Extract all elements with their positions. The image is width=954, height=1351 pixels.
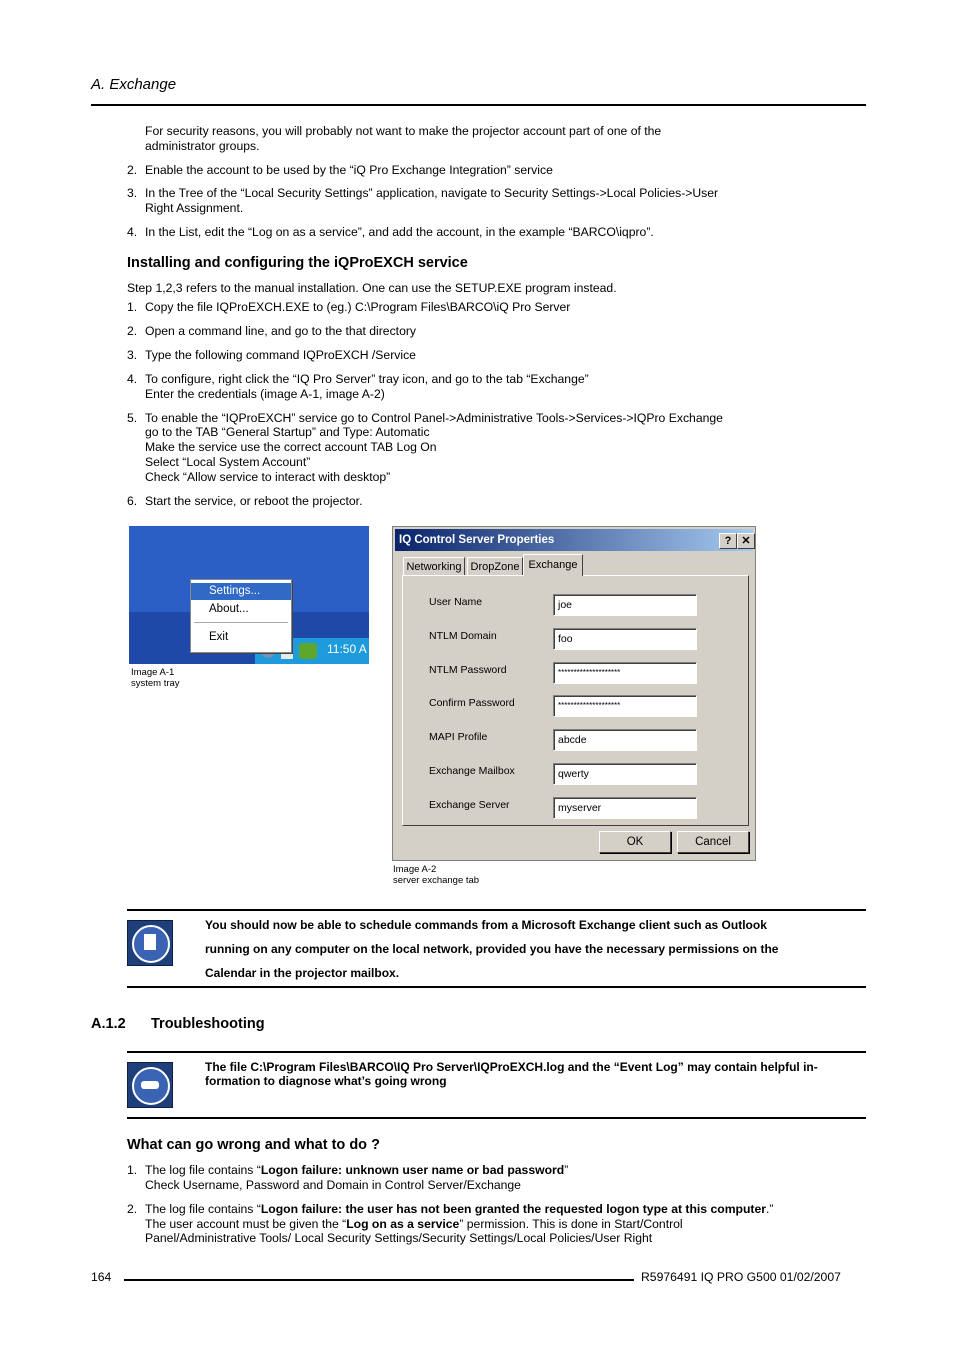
list-item: Start the service, or reboot the projector.	[145, 494, 363, 508]
intro-para-line: For security reasons, you will probably not want to make the projector account part of one of the	[145, 124, 662, 138]
list-item: Enter the credentials (image A-1, image A-2)	[145, 387, 385, 401]
tab-dropzone[interactable]: DropZone	[467, 557, 523, 576]
system-tray-screenshot	[129, 526, 369, 664]
list-item: To enable the “IQProEXCH” service go to Control Panel->Administrative Tools->Services->IQPro Exchange	[145, 411, 723, 425]
list-item: Select “Local System Account”	[145, 455, 311, 469]
list-number: 6.	[127, 494, 138, 508]
menu-item-settings[interactable]: Settings...	[191, 583, 291, 600]
tray-network-icon[interactable]	[299, 643, 317, 659]
list-number: 1.	[127, 1163, 138, 1177]
menu-separator	[194, 622, 288, 623]
image-caption-label: Image A-2	[393, 864, 437, 875]
field-label: Confirm Password	[429, 697, 515, 709]
list-item: Check Username, Password and Domain in Control Server/Exchange	[145, 1178, 521, 1192]
tray-clock: 11:50 A	[327, 642, 367, 656]
install-heading: Installing and configuring the iQProEXCH service	[127, 255, 468, 271]
list-item: The user account must be given the “Log on as a service” permission. This is done in Start/Control	[145, 1217, 683, 1231]
list-number: 3.	[127, 348, 138, 362]
list-item: Open a command line, and go to the that directory	[145, 324, 416, 338]
list-item: In the List, edit the “Log on as a service”, and add the account, in the example “BARCO\iqpro”.	[145, 225, 654, 239]
mapi-profile-input[interactable]: abcde	[553, 729, 697, 751]
footer-rule	[124, 1279, 634, 1281]
list-item: Enable the account to be used by the “iQ Pro Exchange Integration” service	[145, 163, 553, 177]
image-caption-text: system tray	[131, 678, 180, 689]
list-item: The log file contains “Logon failure: the user has not been granted the requested logon type at this computer.”	[145, 1202, 774, 1216]
tray-context-menu	[190, 579, 292, 653]
tip-rule-top	[127, 1051, 866, 1053]
dialog-title: IQ Control Server Properties	[399, 534, 555, 546]
field-label: Exchange Mailbox	[429, 765, 515, 777]
list-number: 5.	[127, 411, 138, 425]
note-icon	[127, 920, 173, 966]
tip-line: formation to diagnose what’s going wrong	[205, 1074, 447, 1088]
image-caption-text: server exchange tab	[393, 875, 480, 886]
intro-para-line: administrator groups.	[145, 139, 260, 153]
section-number: A.1.2	[91, 1016, 126, 1032]
tip-line: The file C:\Program Files\BARCO\IQ Pro Server\IQProEXCH.log and the “Event Log” may contain helpful in-	[205, 1060, 818, 1074]
ntlm-domain-input[interactable]: foo	[553, 628, 697, 650]
note-line: Calendar in the projector mailbox.	[205, 966, 400, 980]
field-label: NTLM Domain	[429, 630, 497, 642]
menu-item-exit[interactable]: Exit	[209, 631, 229, 643]
header-rule	[91, 104, 866, 106]
list-number: 1.	[127, 300, 138, 314]
section-header: A. Exchange	[91, 76, 177, 93]
user-name-input[interactable]: joe	[553, 594, 697, 616]
note-rule-bottom	[127, 986, 866, 988]
help-button[interactable]: ?	[719, 533, 737, 549]
section-title: Troubleshooting	[151, 1016, 265, 1032]
field-label: NTLM Password	[429, 664, 507, 676]
image-caption-label: Image A-1	[131, 667, 175, 678]
field-label: Exchange Server	[429, 799, 510, 811]
cancel-button[interactable]: Cancel	[677, 831, 749, 853]
footer-doc-info: R5976491 IQ PRO G500 01/02/2007	[641, 1270, 841, 1284]
list-item: Copy the file IQProEXCH.EXE to (eg.) C:\Program Files\BARCO\iQ Pro Server	[145, 300, 571, 314]
list-item: In the Tree of the “Local Security Settings” application, navigate to Security Settings->Local Policies->User	[145, 186, 719, 200]
install-lead: Step 1,2,3 refers to the manual installation. One can use the SETUP.EXE program instead.	[127, 281, 617, 295]
list-item: Make the service use the correct account TAB Log On	[145, 440, 437, 454]
list-item: Type the following command IQProEXCH /Service	[145, 348, 416, 362]
page-number: 164	[91, 1270, 112, 1284]
exchange-tab-panel	[402, 575, 749, 826]
properties-dialog	[392, 526, 756, 861]
tip-rule-bottom	[127, 1117, 866, 1119]
confirm-password-input[interactable]: ********************	[553, 695, 697, 717]
note-line: running on any computer on the local network, provided you have the necessary permissions on the	[205, 942, 779, 956]
list-number: 4.	[127, 372, 138, 386]
ok-button[interactable]: OK	[599, 831, 671, 853]
dialog-title-bar	[395, 529, 753, 551]
list-number: 4.	[127, 225, 138, 239]
close-button[interactable]: ✕	[737, 533, 755, 549]
list-number: 2.	[127, 163, 138, 177]
list-item: To configure, right click the “IQ Pro Server” tray icon, and go to the tab “Exchange”	[145, 372, 589, 386]
field-label: MAPI Profile	[429, 731, 488, 743]
note-rule-top	[127, 909, 866, 911]
list-item: The log file contains “Logon failure: unknown user name or bad password”	[145, 1163, 569, 1177]
list-number: 3.	[127, 186, 138, 200]
tab-networking[interactable]: Networking	[403, 557, 465, 576]
note-line: You should now be able to schedule commands from a Microsoft Exchange client such as Outlook	[205, 918, 767, 932]
list-item: Right Assignment.	[145, 201, 244, 215]
list-item: Check “Allow service to interact with desktop”	[145, 470, 391, 484]
field-label: User Name	[429, 596, 483, 608]
menu-item-about[interactable]: About...	[209, 603, 249, 615]
list-number: 2.	[127, 1202, 138, 1216]
subheading: What can go wrong and what to do ?	[127, 1137, 380, 1153]
exchange-server-input[interactable]: myserver	[553, 797, 697, 819]
list-item: Panel/Administrative Tools/ Local Security Settings/Security Settings/Local Policies/User Right	[145, 1231, 653, 1245]
pointing-hand-icon	[127, 1062, 173, 1108]
list-number: 2.	[127, 324, 138, 338]
ntlm-password-input[interactable]: ********************	[553, 662, 697, 684]
tab-exchange[interactable]: Exchange	[523, 554, 583, 576]
list-item: go to the TAB “General Startup” and Type: Automatic	[145, 425, 430, 439]
exchange-mailbox-input[interactable]: qwerty	[553, 763, 697, 785]
